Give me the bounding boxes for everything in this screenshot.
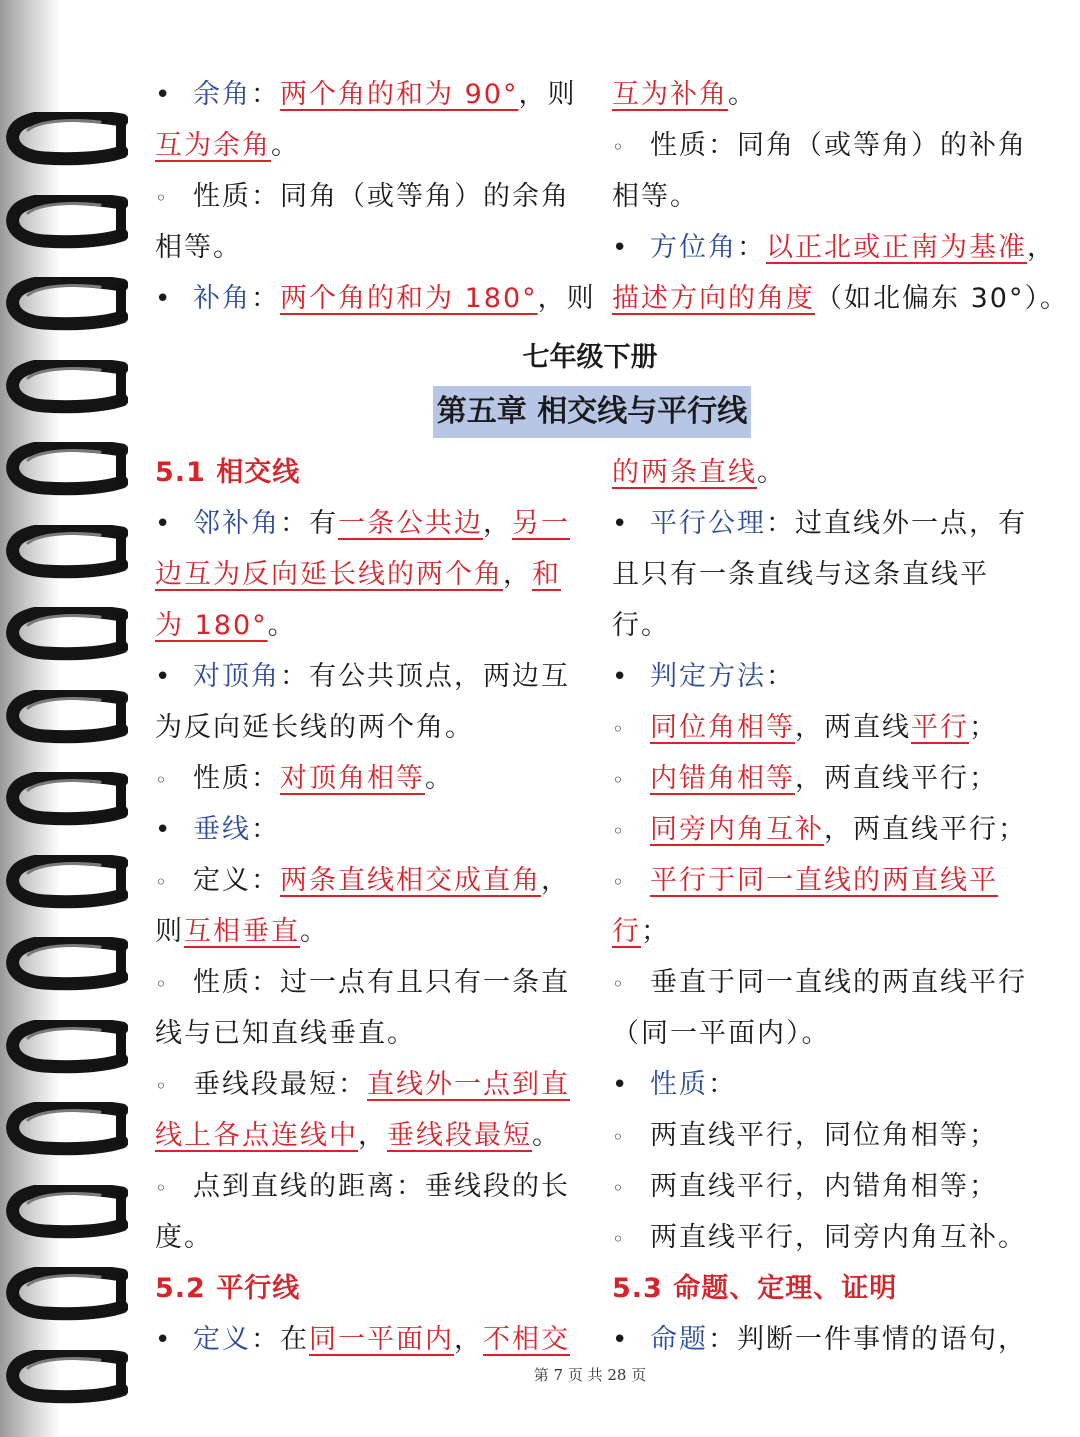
sub-bullet: ◦ [612,135,626,159]
highlight-text: 两条直线相交成直角 [280,865,541,896]
highlight-text: 两个角的和为 90° [280,79,519,110]
right-line-3 [612,550,1037,600]
highlight-text: 互为余角 [155,130,271,161]
left-line-3 [155,601,580,651]
top-left-line-5 [155,274,596,324]
highlight-text: 平行 [911,712,969,743]
top-right-line-5 [612,274,1069,324]
sub-bullet: ◦ [612,819,626,843]
text: ； [641,916,670,947]
bullet: • [612,509,630,539]
text: ： [251,814,280,845]
text: ，两直线平行； [824,814,1027,845]
highlight-text: 描述方向的角度 [612,283,815,314]
right-line-6 [612,703,1037,753]
highlight-text: 另一 [512,508,570,539]
right-line-17 [612,1315,1037,1365]
text: 两直线平行，同旁内角互补。 [650,1222,1027,1253]
right-line-1 [612,448,1037,498]
text: ：过直线外一点，有 [766,508,1027,539]
highlight-text: 和 [532,559,561,590]
bullet: • [155,815,173,845]
highlight-text: 同一平面内 [309,1324,454,1355]
left-line-12 [155,1060,580,1110]
text: 线与已知直线垂直。 [155,1018,416,1049]
highlight-text: 线上各点连线中 [155,1120,358,1151]
text: 。 [728,79,757,110]
text: 。 [300,916,329,947]
text: 性质： [193,763,280,794]
left-line-16 [155,1315,580,1365]
highlight-text: 互相垂直 [184,916,300,947]
highlight-text: 行 [612,916,641,947]
term-bearing-angle: 方位角 [650,232,737,263]
left-line-2 [155,550,580,600]
text: ， [541,865,570,896]
sub-bullet: ◦ [155,1176,169,1200]
highlight-text: 对顶角相等 [280,763,425,794]
text: 则 [155,916,184,947]
section-title: 5.3 命题、定理、证明 [612,1273,898,1304]
highlight-text: 同旁内角互补 [650,814,824,845]
right-line-9 [612,856,1037,906]
highlight-text: 两个角的和为 180° [280,283,538,314]
section-heading-5-3 [612,1264,1037,1314]
bullet: • [612,662,630,692]
term-supplementary-angle: 补角 [193,283,251,314]
sub-bullet: ◦ [155,870,169,894]
highlight-text: 互为补角 [612,79,728,110]
term-criteria: 判定方法 [650,661,766,692]
text: 度。 [155,1222,213,1253]
grade-title: 七年级下册 [522,342,658,373]
left-line-1 [155,499,580,549]
bullet: • [612,1070,630,1100]
right-line-11 [612,958,1037,1008]
sub-bullet: ◦ [612,1227,626,1251]
text: 两直线平行，内错角相等； [650,1171,998,1202]
term-parallel-axiom: 平行公理 [650,508,766,539]
section-heading-5-1 [155,448,580,498]
left-line-14 [155,1162,580,1212]
text: 相等。 [612,181,699,212]
left-line-6 [155,754,580,804]
highlight-text: 同位角相等 [650,712,795,743]
text: ：有公共顶点，两边互 [280,661,570,692]
sub-bullet: ◦ [612,1176,626,1200]
highlight-text: 为 180° [155,610,268,641]
text: ： [708,1069,737,1100]
term-vertical-angles: 对顶角 [193,661,280,692]
right-line-16 [612,1213,1037,1263]
highlight-text: 边互为反向延长线的两个角 [155,559,503,590]
text: 。 [267,610,297,641]
text: 行。 [612,610,670,641]
highlight-text: 以正北或正南为基准 [766,232,1027,263]
right-line-15 [612,1162,1037,1212]
text: 性质：同角（或等角）的补角 [650,130,1027,161]
text: 且只有一条直线与这条直线平 [612,559,989,590]
right-line-7 [612,754,1037,804]
highlight-text: 一条公共边 [338,508,483,539]
text: ， [358,1120,387,1151]
bullet: • [612,233,630,263]
top-right-line-4 [612,223,1056,273]
separator: ： [737,232,766,263]
right-line-13 [612,1060,1037,1110]
text: ， [503,559,532,590]
text: 性质：过一点有且只有一条直 [193,967,570,998]
right-line-10 [612,907,1037,957]
bullet: • [155,284,173,314]
left-line-5 [155,703,580,753]
text: 。 [271,130,300,161]
text: 定义： [193,865,280,896]
term-adjacent-supplementary: 邻补角 [193,508,280,539]
top-right-line-2 [612,121,1037,171]
highlight-text: 内错角相等 [650,763,795,794]
sub-bullet: ◦ [612,768,626,792]
right-line-12 [612,1009,1037,1059]
bullet: • [612,1325,630,1355]
separator: ： [251,283,280,314]
sub-bullet: ◦ [155,768,169,792]
term-properties: 性质 [650,1069,708,1100]
right-line-5 [612,652,1037,702]
text: 。 [757,457,786,488]
left-line-4 [155,652,580,702]
sub-bullet: ◦ [155,186,169,210]
left-line-7 [155,805,580,855]
sub-bullet: ◦ [612,972,626,996]
top-right-line-1 [612,70,1037,120]
top-left-line-2 [155,121,580,171]
text: 垂直于同一直线的两直线平行 [650,967,1027,998]
text: ：在 [251,1324,309,1355]
page-footer: 第 7 页 共 28 页 [533,1366,647,1384]
left-line-10 [155,958,580,1008]
sub-bullet: ◦ [612,870,626,894]
text: 点到直线的距离：垂线段的长 [193,1171,570,1202]
highlight-text: 不相交 [483,1324,570,1355]
left-line-13 [155,1111,580,1161]
text: ： [766,661,795,692]
top-left-line-1 [155,70,580,120]
text: ， [454,1324,483,1355]
text: 相等。 [155,232,242,263]
text: ，则 [537,283,596,314]
term-proposition: 命题 [650,1324,708,1355]
text: 性质：同角（或等角）的余角 [193,181,570,212]
bullet: • [155,1325,173,1355]
highlight-text: 平行于同一直线的两直线平 [650,865,998,896]
text: 。 [532,1120,561,1151]
sub-bullet: ◦ [612,1125,626,1149]
chapter-heading-wrap [0,386,1080,438]
left-line-11 [155,1009,580,1059]
bullet: • [155,509,173,539]
highlight-text: 的两条直线 [612,457,757,488]
sub-bullet: ◦ [612,717,626,741]
top-left-line-3 [155,172,580,222]
text: ， [483,508,512,539]
text: 垂线段最短： [193,1069,367,1100]
text: 。 [425,763,454,794]
text: ，两直线 [795,712,911,743]
sub-bullet: ◦ [155,972,169,996]
top-left-line-4 [155,223,580,273]
right-line-4 [612,601,1037,651]
bullet: • [155,80,173,110]
text: ：判断一件事情的语句， [708,1324,1027,1355]
bullet: • [155,662,173,692]
text: （如北偏东 30°）。 [815,283,1069,314]
right-line-8 [612,805,1037,855]
text: ，两直线平行； [795,763,998,794]
text: ， [1027,232,1056,263]
section-title: 5.1 相交线 [155,457,301,488]
term-perpendicular: 垂线 [193,814,251,845]
separator: ： [251,79,280,110]
left-line-15 [155,1213,580,1263]
top-right-line-3 [612,172,1037,222]
text: ； [969,712,998,743]
right-line-14 [612,1111,1037,1161]
section-heading-5-2 [155,1264,580,1314]
sub-bullet: ◦ [155,1074,169,1098]
left-line-9 [155,907,580,957]
term-complementary-angle: 余角 [193,79,251,110]
text: （同一平面内）。 [612,1018,831,1049]
section-title: 5.2 平行线 [155,1273,301,1304]
text: 两直线平行，同位角相等； [650,1120,998,1151]
highlight-text: 直线外一点到直 [367,1069,570,1100]
right-line-2 [612,499,1037,549]
highlight-text: 垂线段最短 [387,1120,532,1151]
left-line-8 [155,856,580,906]
text: 为反向延长线的两个角。 [155,712,474,743]
chapter-title: 第五章 相交线与平行线 [433,386,751,438]
text: ：有 [280,508,338,539]
text: ，则 [518,79,577,110]
term-definition: 定义 [193,1324,251,1355]
